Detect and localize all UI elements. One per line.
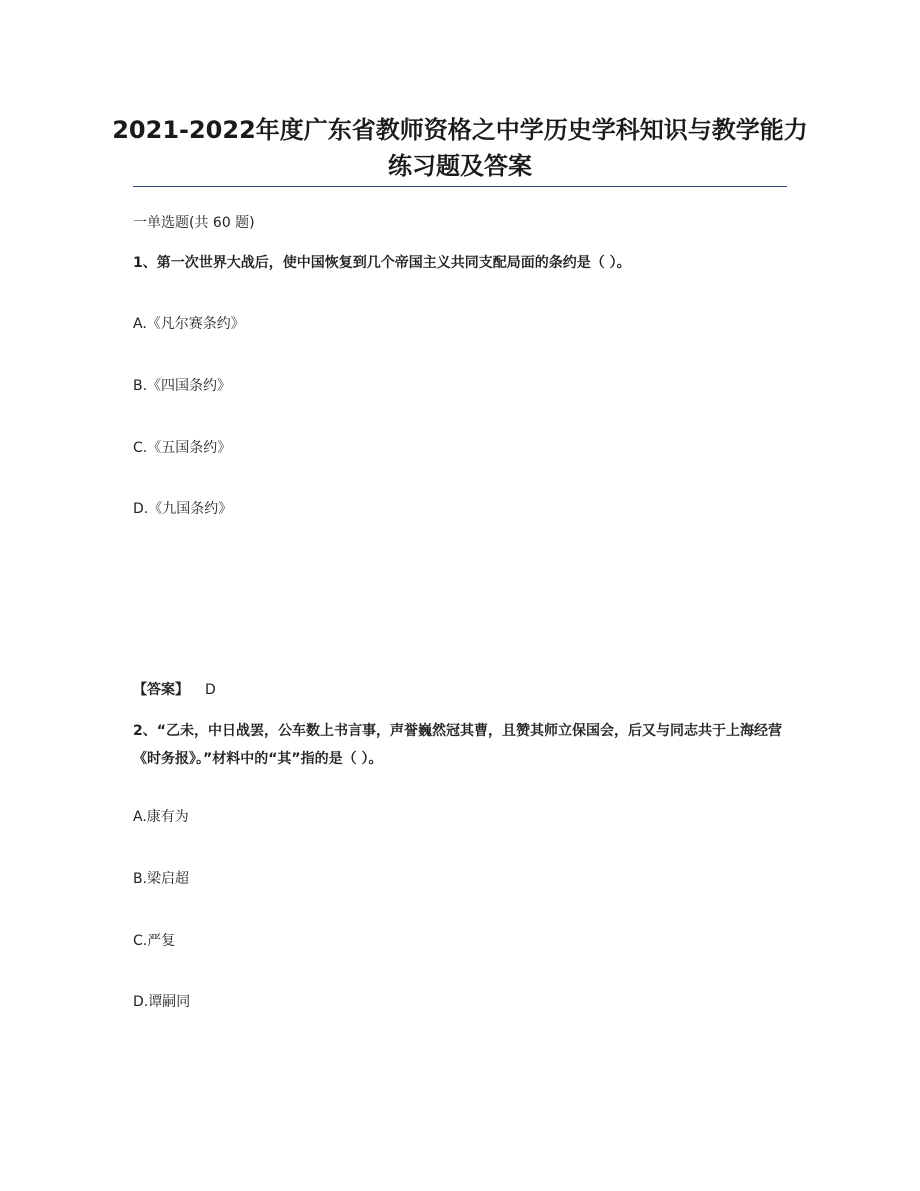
answer-label: 【答案】: [133, 682, 189, 698]
document-title: 2021-2022年度广东省教师资格之中学历史学科知识与教学能力练习题及答案: [112, 116, 808, 180]
title-divider: [133, 186, 787, 187]
section-heading: 一单选题(共 60 题): [133, 215, 255, 231]
question-2-option-b: B.梁启超: [133, 871, 190, 887]
question-1-answer: [133, 676, 216, 704]
question-2-text: 2、“乙未，中日战罢，公车数上书言事，声誉巍然冠其曹，且赞其师立保国会，后又与同志共于上海经营《时务报》。”材料中的“其”指的是（ ）。: [133, 723, 782, 767]
question-2-option-d: D.谭嗣同: [133, 994, 191, 1010]
question-1-option-c: C.《五国条约》: [133, 440, 232, 456]
answer-value: D: [205, 682, 216, 698]
question-2-option-a: A.康有为: [133, 809, 189, 825]
question-1-text: 1、第一次世界大战后，使中国恢复到几个帝国主义共同支配局面的条约是（ ）。: [133, 255, 631, 271]
question-2-option-c: C.严复: [133, 933, 176, 949]
question-1-option-d: D.《九国条约》: [133, 501, 233, 517]
question-1-option-a: A.《凡尔赛条约》: [133, 316, 245, 332]
question-1-option-b: B.《四国条约》: [133, 378, 232, 394]
